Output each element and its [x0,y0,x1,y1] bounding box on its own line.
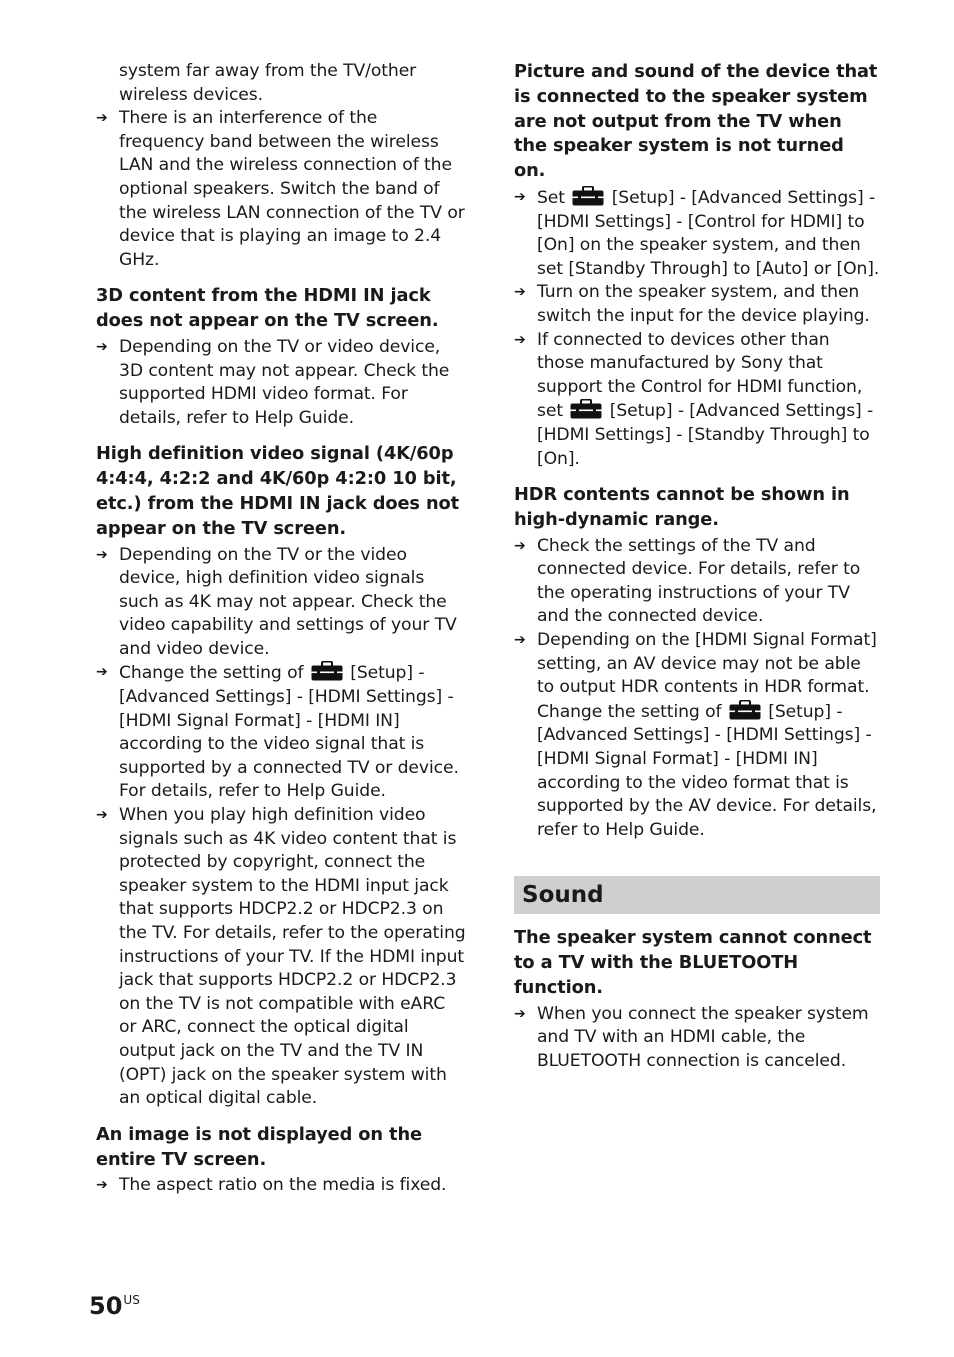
list-item [514,186,880,281]
section-heading-hdr: HDR contents cannot be shown in high-dynamic range. [514,484,850,530]
toolbox-icon [572,186,604,206]
item-text-pre: Depending on the [HDMI Signal Format] setting, an AV device may not be able to output HDR contents in HDR format. Change the setting of [537,630,877,722]
item-text: When you play high definition video signals such as 4K video content that is protected by copyright, connect the speaker system to the HDMI input jack that supports HDCP2.2 or HDCP2.3 on the TV. For details, refer to the operating instructions of your TV. If the HDMI input jack that supports HDCP2.2 or HDCP2.3 on the TV is not compatible with eARC or ARC, connect the optical digital output jack on the TV and the TV IN (OPT) jack on the speaker system with an optical digital cable. [119,805,466,1109]
section-title-bar [514,876,880,914]
list-item [96,336,466,430]
arrow-right-icon: ➔ [96,546,108,563]
arrow-right-icon: ➔ [514,537,526,554]
toolbox-icon [311,661,343,681]
item-text-pre: If connected to devices other than those manufactured by Sony that support the Control for HDMI function, set [537,329,863,422]
item-text: When you connect the speaker system and TV with an HDMI cable, the BLUETOOTH connection is canceled. [537,1003,869,1071]
list-item [514,535,880,629]
list-item [514,281,880,328]
section-heading-high-definition: High definition video signal (4K/60p 4:4:4, 4:2:2 and 4K/60p 4:2:0 10 bit, etc.) from the HDMI IN jack does not appear on the TV screen. [96,443,460,539]
list-item [514,1003,880,1074]
item-text: There is an interference of the frequency band between the wireless LAN and the wireless connection of the optional speakers. Switch the band of the wireless LAN connection of the TV or device that is playing an image to 2.4 GHz. [119,108,465,270]
section-heading-bluetooth: The speaker system cannot connect to a TV with the BLUETOOTH function. [514,927,872,999]
list-item [514,329,880,472]
section-heading-3d-content: 3D content from the HDMI IN jack does not appear on the TV screen. [96,285,439,332]
item-text: Depending on the TV or the video device, high definition video signals such as 4K may not appear. Check the video capability and settings of your TV and video device. [119,544,457,659]
arrow-right-icon: ➔ [96,807,108,824]
item-text: Check the settings of the TV and connected device. For details, refer to the operating instructions of your TV and the connected device. [537,535,861,627]
page-number-value: 50 [89,1292,123,1320]
page-number [89,1292,140,1320]
item-text-post: [Setup] - [Advanced Settings] - [HDMI Settings] - [Control for HDMI] to [On] on the speaker system, and then set [Standby Through] to [Auto] or [On]. [537,187,880,279]
item-text: The aspect ratio on the media is fixed. [119,1175,447,1196]
intro-text: system far away from the TV/other wireless devices. [119,61,417,105]
toolbox-icon [729,700,761,720]
section-title: Sound [522,882,604,909]
arrow-right-icon: ➔ [96,1177,108,1194]
item-text-post: [Setup] - [Advanced Settings] - [HDMI Settings] - [Standby Through] to [On]. [537,401,874,469]
list-item [514,629,880,842]
arrow-right-icon: ➔ [96,664,108,681]
list-item [96,544,466,662]
section-heading-picture-and-sound: Picture and sound of the device that is connected to the speaker system are not output from the TV when the speaker system is not turned on. [514,61,878,182]
arrow-right-icon: ➔ [514,632,526,649]
section-heading-image-not-displayed: An image is not displayed on the entire TV screen. [96,1123,422,1170]
arrow-right-icon: ➔ [96,338,108,355]
list-item [96,661,466,804]
item-text-pre: Set [537,187,565,208]
left-column [96,60,466,1198]
list-item [96,107,466,272]
item-text-post: [Setup] - [Advanced Settings] - [HDMI Settings] - [HDMI Signal Format] - [HDMI IN] according to the video signal that is supported by a connected TV or device. For details, refer to Help Guide. [119,663,459,802]
arrow-right-icon: ➔ [514,284,526,301]
arrow-right-icon: ➔ [514,188,526,205]
item-text: Depending on the TV or video device, 3D content may not appear. Check the supported HDMI video format. For details, refer to Help Guide. [119,336,450,428]
arrow-right-icon: ➔ [514,331,526,348]
toolbox-icon [570,399,602,419]
arrow-right-icon: ➔ [96,110,108,127]
item-text: Turn on the speaker system, and then switch the input for the device playing. [537,282,870,326]
item-text-post: [Setup] - [Advanced Settings] - [HDMI Settings] - [HDMI Signal Format] - [HDMI IN] according to the video format that is supported by the AV device. For details, refer to Help Guide. [537,701,877,840]
right-column [514,60,880,1074]
page-number-suffix: US [123,1293,140,1307]
arrow-right-icon: ➔ [514,1005,526,1022]
list-item [96,804,466,1111]
item-text-pre: Change the setting of [119,663,304,684]
list-item [96,1174,466,1198]
